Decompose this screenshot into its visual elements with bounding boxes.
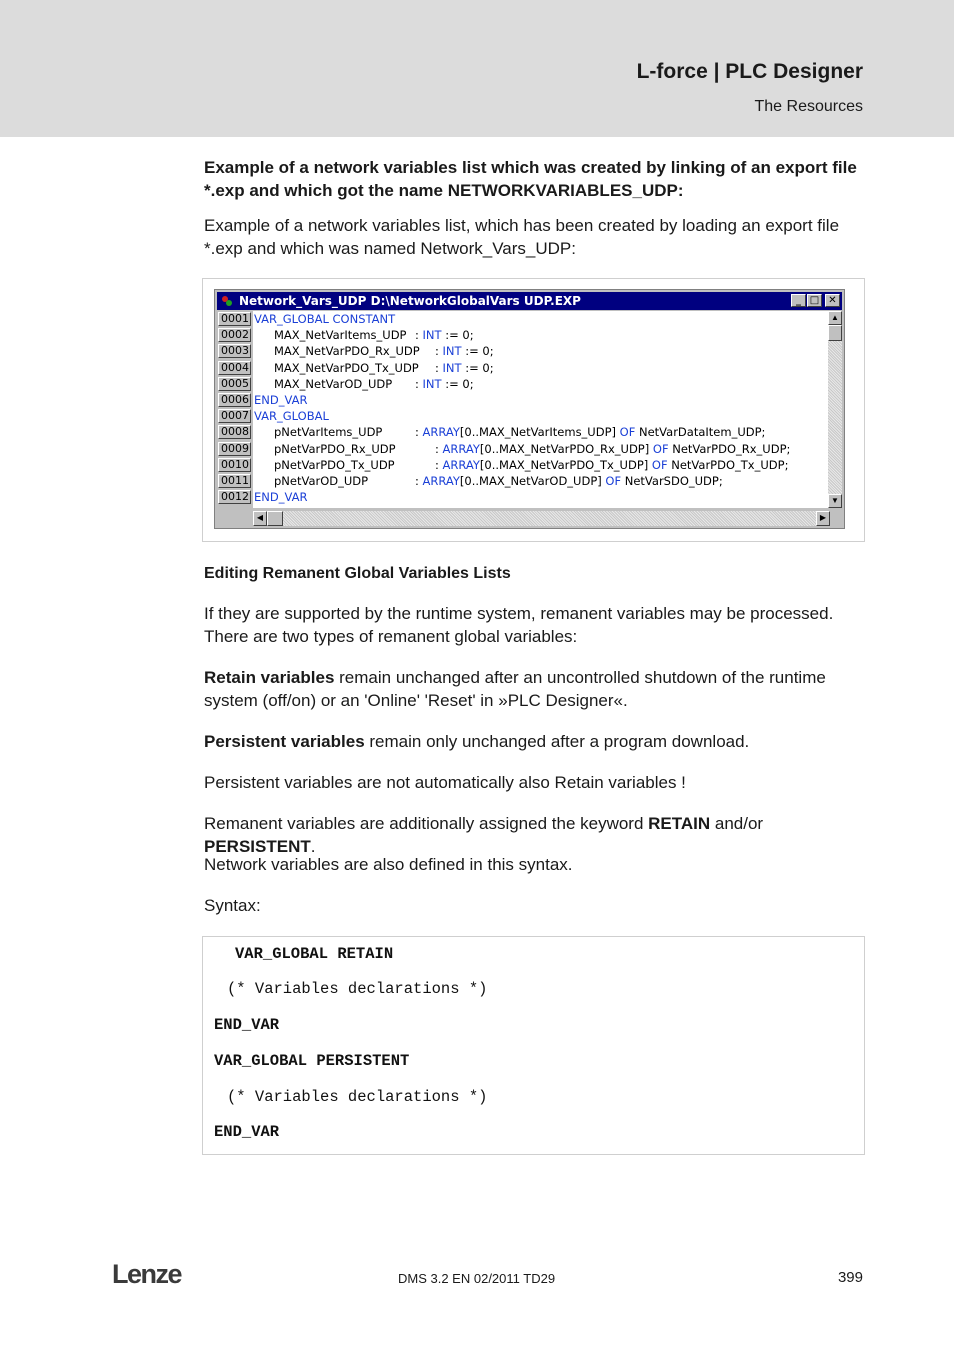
window-titlebar (217, 292, 842, 310)
keyword: ARRAY (422, 474, 460, 488)
colon-separator: : (435, 360, 443, 375)
code-line-3: END_VAR (214, 1016, 280, 1034)
header-subtitle: The Resources (754, 98, 863, 115)
keyword-text-mid: and/or (710, 814, 764, 833)
window-title: Network_Vars_UDP D:\NetworkGlobalVars UDP.EXP (239, 294, 581, 308)
line-number: 0010 (218, 458, 251, 472)
variable-name: pNetVarOD_UDP (274, 474, 369, 488)
code-line-5: (* Variables declarations *) (227, 1088, 488, 1106)
colon-separator: : (415, 474, 423, 488)
keyword: END_VAR (254, 490, 308, 505)
declaration (415, 376, 474, 392)
array-bounds: [0..MAX_NetVarPDO_Rx_UDP] (479, 441, 653, 456)
keyword: ARRAY (442, 441, 480, 456)
line-number: 0005 (218, 377, 251, 391)
keyword: INT (422, 328, 442, 343)
scroll-down-button[interactable]: ▼ (828, 494, 842, 508)
code-line-1: VAR_GLOBAL RETAIN (235, 945, 394, 963)
example-heading (204, 156, 866, 202)
remanent-intro-line2: There are two types of remanent global variables: (204, 627, 578, 646)
declaration (435, 441, 790, 457)
keyword: OF (651, 457, 668, 472)
screenshot-frame (202, 278, 865, 542)
example-heading-line1: Example of a network variables list which was created by linking of an export file (204, 158, 857, 177)
keyword: OF (605, 474, 622, 488)
keyword-persistent: PERSISTENT (204, 837, 311, 856)
variable-name: pNetVarItems_UDP (274, 425, 383, 440)
line-number: 0009 (218, 442, 251, 456)
colon-separator: : (435, 344, 443, 359)
retain-term: Retain variables (204, 668, 335, 687)
declaration (435, 343, 494, 359)
vertical-scrollbar[interactable] (828, 311, 842, 508)
keyword: INT (442, 360, 462, 375)
horizontal-scrollbar[interactable] (253, 511, 830, 526)
declaration-tail: := 0; (441, 328, 474, 343)
declaration-tail: := 0; (461, 344, 494, 359)
network-paragraph: Network variables are also defined in this syntax. (204, 855, 573, 874)
example-paragraph-line2: *.exp and which was named Network_Vars_UDP: (204, 239, 576, 258)
horizontal-scroll-thumb[interactable] (267, 511, 283, 526)
declaration (415, 424, 765, 440)
not-automatic-paragraph: Persistent variables are not automatically also Retain variables ! (204, 773, 686, 792)
retain-paragraph (204, 666, 866, 712)
declaration-tail: NetVarPDO_Rx_UDP; (668, 441, 791, 456)
example-heading-line2: *.exp and which got the name NETWORKVARIABLES_UDP: (204, 181, 684, 200)
document-id: DMS 3.2 EN 02/2011 TD29 (398, 1271, 556, 1286)
declaration (415, 327, 474, 343)
variable-name: MAX_NetVarPDO_Rx_UDP (274, 344, 420, 359)
retain-text-line1: remain unchanged after an uncontrolled shutdown of the runtime (334, 668, 826, 687)
keyword-text-pre: Remanent variables are additionally assigned the keyword (204, 814, 649, 833)
array-bounds: [0..MAX_NetVarPDO_Tx_UDP] (479, 457, 652, 472)
keyword-retain: RETAIN (648, 814, 711, 833)
keyword: OF (652, 441, 669, 456)
declaration-tail: := 0; (441, 376, 474, 391)
persistent-text: remain only unchanged after a program download. (364, 732, 750, 751)
example-paragraph-line1: Example of a network variables list, which has been created by loading an export file (204, 216, 840, 235)
maximize-button[interactable]: □ (807, 294, 822, 307)
header-title: L-force | PLC Designer (636, 60, 863, 83)
variable-name: MAX_NetVarItems_UDP (274, 328, 407, 343)
code-line-4: VAR_GLOBAL PERSISTENT (214, 1052, 410, 1070)
variable-name: pNetVarPDO_Rx_UDP (274, 441, 396, 456)
keyword: ARRAY (422, 425, 460, 440)
variable-name: pNetVarPDO_Tx_UDP (274, 457, 395, 472)
editor-window (214, 289, 845, 529)
declaration-tail: NetVarSDO_UDP; (621, 474, 723, 488)
declaration-tail: NetVarPDO_Tx_UDP; (667, 457, 789, 472)
example-paragraph (204, 214, 866, 260)
remanent-intro (204, 602, 866, 648)
close-button[interactable]: ✕ (825, 294, 840, 307)
line-number: 0003 (218, 344, 251, 358)
persistent-term: Persistent variables (204, 732, 365, 751)
colon-separator: : (415, 376, 423, 391)
declaration-tail: NetVarDataItem_UDP; (635, 425, 766, 440)
code-area[interactable] (253, 311, 828, 508)
app-icon (221, 295, 233, 307)
code-line-6: END_VAR (214, 1123, 280, 1141)
minimize-button[interactable]: _ (791, 294, 806, 307)
variable-name: MAX_NetVarPDO_Tx_UDP (274, 360, 419, 375)
line-number-gutter (217, 311, 253, 508)
syntax-label: Syntax: (204, 896, 261, 915)
colon-separator: : (415, 328, 423, 343)
array-bounds: [0..MAX_NetVarOD_UDP] (459, 474, 606, 488)
keyword: OF (619, 425, 636, 440)
scroll-right-button[interactable]: ▶ (816, 511, 830, 526)
keyword-text-end: . (310, 837, 316, 856)
scroll-thumb[interactable] (828, 325, 842, 341)
scroll-up-button[interactable]: ▲ (828, 311, 842, 325)
declaration (435, 457, 788, 473)
line-number: 0007 (218, 409, 251, 423)
code-editor[interactable] (217, 311, 828, 508)
variable-name: MAX_NetVarOD_UDP (274, 376, 393, 391)
keyword: VAR_GLOBAL (254, 409, 329, 424)
section-heading: Editing Remanent Global Variables Lists (204, 565, 511, 582)
declaration-tail: := 0; (461, 360, 494, 375)
remanent-intro-line1: If they are supported by the runtime system, remanent variables may be processed. (204, 604, 834, 623)
page-number: 399 (837, 1269, 863, 1286)
line-number: 0011 (218, 474, 251, 488)
keyword: ARRAY (442, 457, 480, 472)
code-line-2: (* Variables declarations *) (227, 980, 488, 998)
keyword: INT (442, 344, 462, 359)
line-number: 0008 (218, 425, 251, 439)
keyword: INT (422, 376, 442, 391)
declaration (415, 473, 723, 489)
retain-text-line2: system (off/on) or an 'Online' 'Reset' in »PLC Designer«. (204, 691, 628, 710)
gutter-scroll-corner (217, 511, 253, 526)
array-bounds: [0..MAX_NetVarItems_UDP] (459, 425, 620, 440)
keyword: END_VAR (254, 393, 308, 407)
line-number: 0002 (218, 328, 251, 342)
colon-separator: : (435, 441, 443, 456)
declaration (435, 360, 494, 376)
line-number: 0012 (218, 490, 251, 504)
lenze-logo: Lenze (112, 1259, 182, 1289)
keyword: VAR_GLOBAL CONSTANT (254, 312, 396, 326)
persistent-paragraph (204, 730, 866, 753)
syntax-code-box (202, 936, 865, 1155)
colon-separator: : (435, 457, 443, 472)
line-number: 0004 (218, 361, 251, 375)
line-number: 0006 (218, 393, 251, 407)
colon-separator: : (415, 425, 423, 440)
line-number: 0001 (218, 312, 251, 326)
scroll-left-button[interactable]: ◀ (253, 511, 267, 526)
keyword-paragraph (204, 812, 866, 858)
page-header (0, 0, 954, 137)
